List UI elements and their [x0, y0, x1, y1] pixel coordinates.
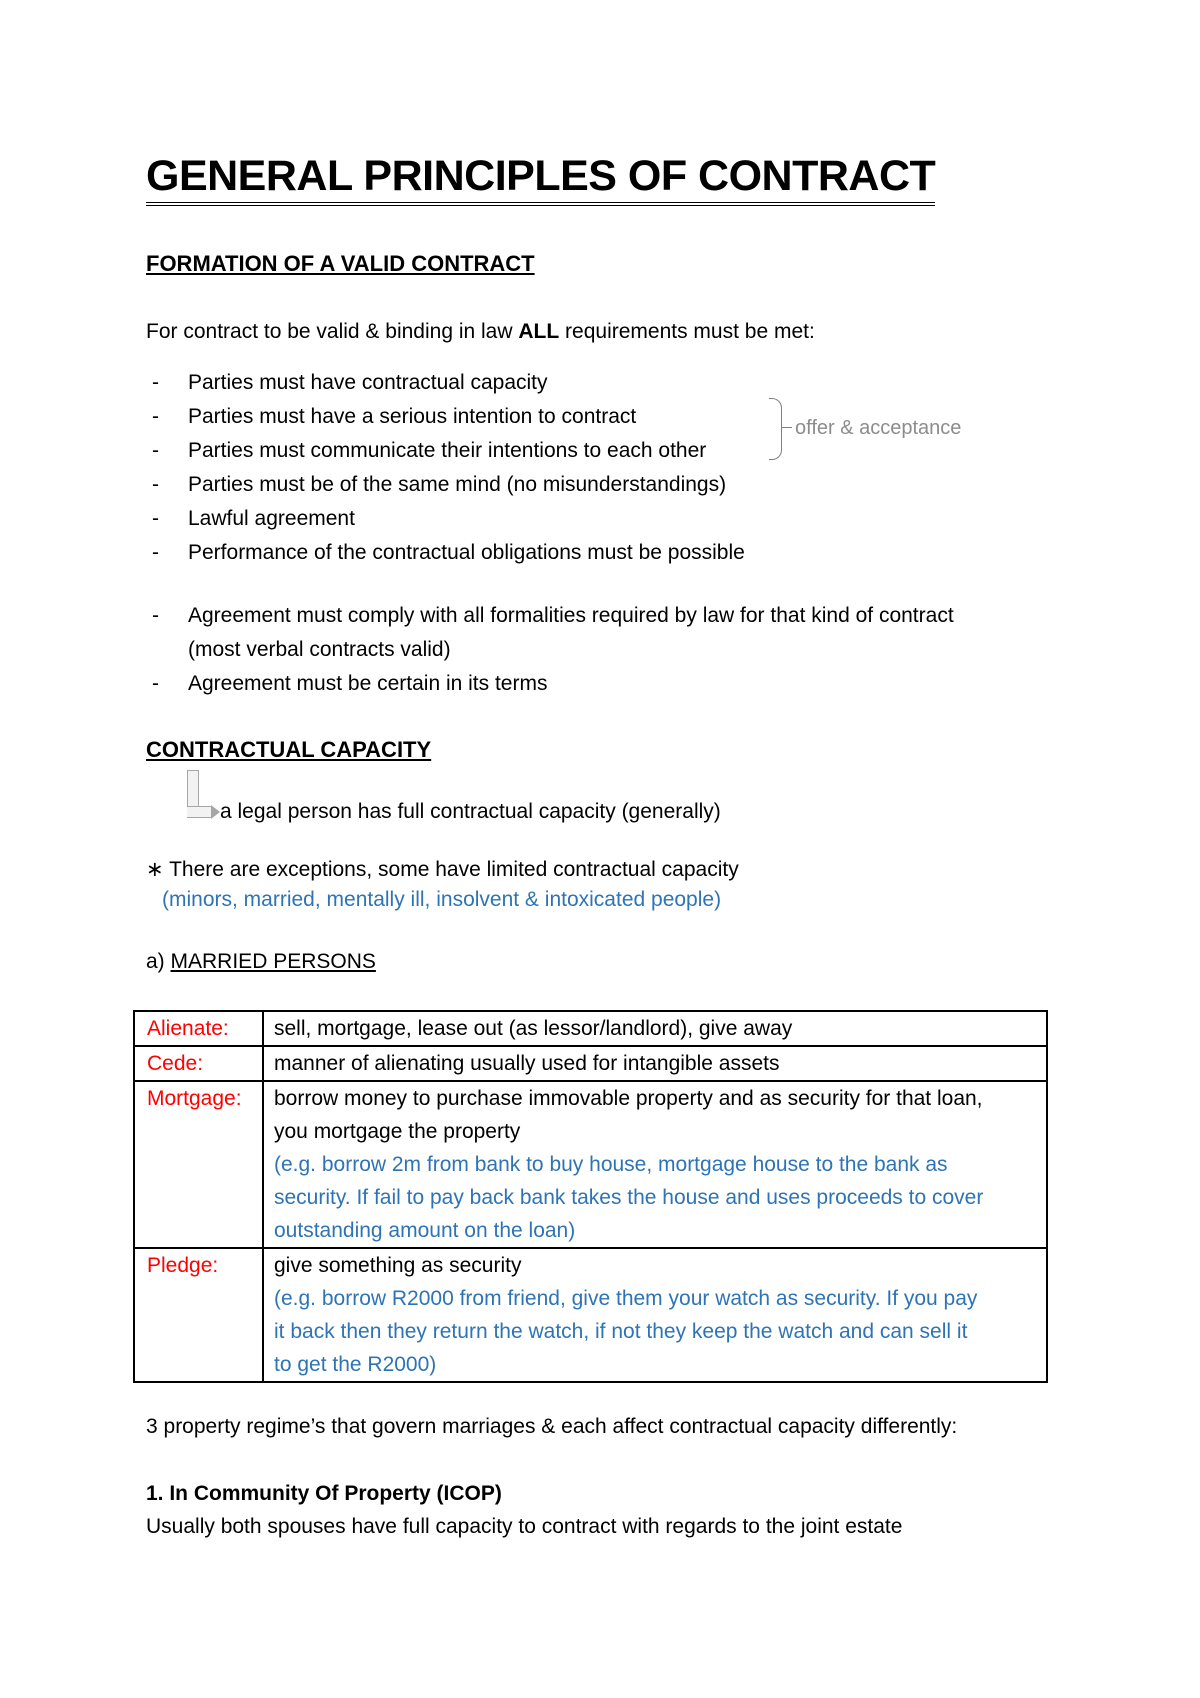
definition-line: you mortgage the property — [274, 1120, 521, 1143]
definition-line: manner of alienating usually used for intangible assets — [274, 1052, 780, 1075]
list-item: Agreement must comply with all formalities required by law for that kind of contract — [188, 604, 954, 627]
arrow-icon — [187, 770, 199, 809]
list-dash: - — [152, 507, 159, 530]
intro-bold: ALL — [518, 320, 560, 343]
list-item: Parties must communicate their intentions to each other — [188, 439, 707, 462]
arrow-head-icon — [211, 805, 220, 819]
list-item: Parties must be of the same mind (no misunderstandings) — [188, 473, 727, 496]
list-item: Parties must have a serious intention to contract — [188, 405, 637, 428]
example-line: (e.g. borrow 2m from bank to buy house, mortgage house to the bank as — [274, 1153, 948, 1176]
arrow-shaft — [187, 806, 212, 818]
example-line: it back then they return the watch, if not they keep the watch and can sell it — [274, 1320, 968, 1343]
list-item: Lawful agreement — [188, 507, 355, 530]
list-dash: - — [152, 604, 159, 627]
definition-cell — [263, 1248, 1047, 1382]
list-item: Agreement must be certain in its terms — [188, 672, 548, 695]
list-dash: - — [152, 541, 159, 564]
asterisk-icon: ∗ — [146, 858, 164, 881]
exceptions-line — [146, 856, 739, 884]
list-dash: - — [152, 439, 159, 462]
definition-line: borrow money to purchase immovable property and as security for that loan, — [274, 1087, 983, 1110]
term-cell: Pledge: — [134, 1248, 263, 1382]
example-line: to get the R2000) — [274, 1353, 437, 1376]
regimes-text: 3 property regime’s that govern marriages & each affect contractual capacity differently: — [146, 1415, 958, 1438]
list-dash: - — [152, 371, 159, 394]
icop-text: Usually both spouses have full capacity to contract with regards to the joint estate — [146, 1515, 903, 1538]
capacity-heading: CONTRACTUAL CAPACITY — [146, 737, 432, 762]
definition-cell — [263, 1081, 1047, 1248]
term-cell: Alienate: — [134, 1011, 263, 1046]
table-row — [134, 1081, 1047, 1248]
list-dash: - — [152, 405, 159, 428]
definition-line: sell, mortgage, lease out (as lessor/landlord), give away — [274, 1017, 793, 1040]
brace-tick — [782, 427, 792, 428]
intro-pre: For contract to be valid & binding in law — [146, 320, 519, 343]
icop-heading: 1. In Community Of Property (ICOP) — [146, 1482, 502, 1505]
definition-cell — [263, 1046, 1047, 1081]
table-row — [134, 1011, 1047, 1046]
married-prefix: a) — [146, 950, 171, 973]
page-title: GENERAL PRINCIPLES OF CONTRACT — [146, 152, 935, 206]
list-dash: - — [152, 672, 159, 695]
term-cell: Mortgage: — [134, 1081, 263, 1248]
table-row — [134, 1046, 1047, 1081]
formation-heading: FORMATION OF A VALID CONTRACT — [146, 251, 535, 276]
example-line: outstanding amount on the loan) — [274, 1219, 576, 1242]
formation-intro — [146, 318, 815, 346]
list-item: Performance of the contractual obligations must be possible — [188, 541, 745, 564]
married-title: MARRIED PERSONS — [170, 950, 376, 973]
term-cell: Cede: — [134, 1046, 263, 1081]
definition-line: give something as security — [274, 1254, 522, 1277]
offer-acceptance-note: offer & acceptance — [795, 417, 962, 439]
intro-post: requirements must be met: — [559, 320, 815, 343]
definition-cell — [263, 1011, 1047, 1046]
list-item: Parties must have contractual capacity — [188, 371, 548, 394]
example-line: security. If fail to pay back bank takes the house and uses proceeds to cover — [274, 1186, 984, 1209]
brace-icon — [769, 398, 782, 460]
exceptions-text: There are exceptions, some have limited contractual capacity — [169, 858, 739, 881]
list-dash: - — [152, 473, 159, 496]
married-persons-table — [133, 1010, 1048, 1383]
list-item-continued: (most verbal contracts valid) — [188, 638, 451, 661]
example-line: (e.g. borrow R2000 from friend, give them your watch as security. If you pay — [274, 1287, 978, 1310]
arrow-text: a legal person has full contractual capacity (generally) — [220, 800, 721, 823]
exceptions-list: (minors, married, mentally ill, insolvent & intoxicated people) — [162, 888, 722, 911]
table-row — [134, 1248, 1047, 1382]
married-heading — [146, 948, 376, 976]
